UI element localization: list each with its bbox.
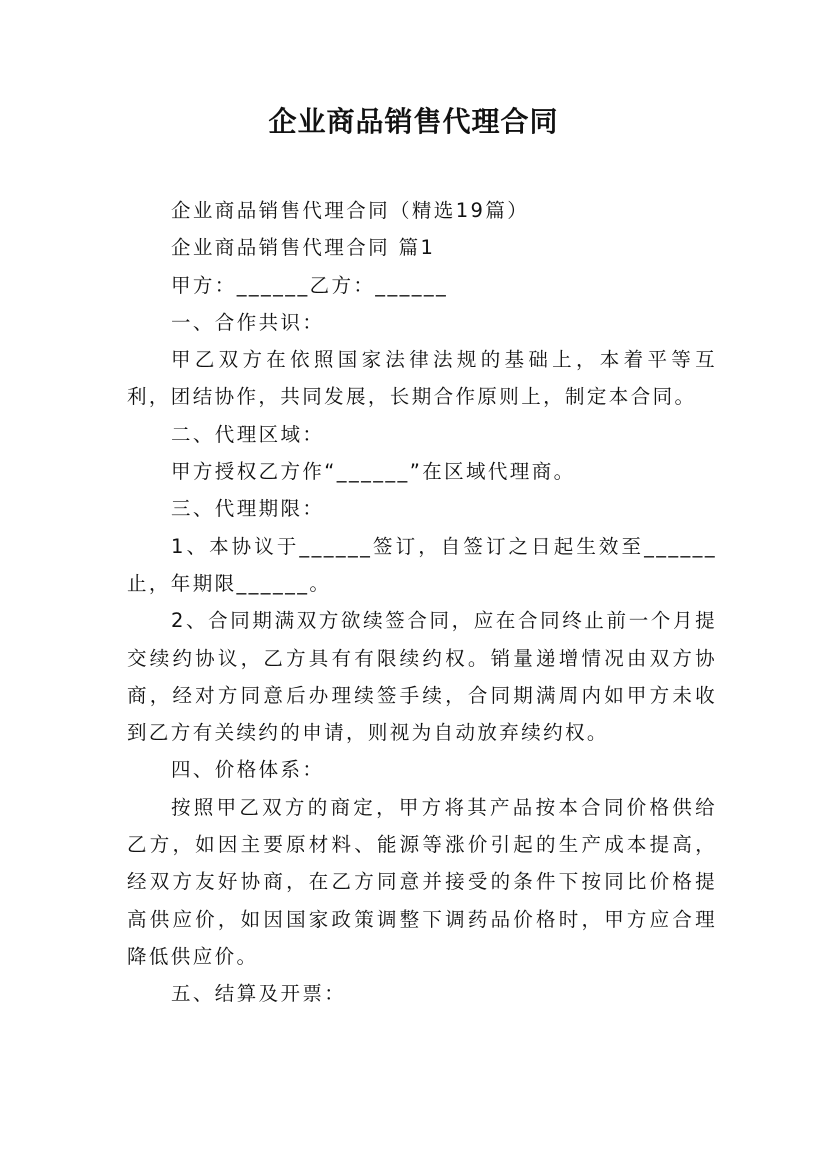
section-heading-region: 二、代理区域： — [171, 422, 325, 446]
parties-line: 甲方：______乙方：______ — [171, 273, 449, 297]
cooperation-paragraph: 甲乙双方在依照国家法律法规的基础上，本着平等互利，团结协作，共同发展，长期合作原则上，制定本合同。 — [127, 348, 717, 409]
section-heading-settlement: 五、结算及开票： — [171, 982, 347, 1006]
section-heading-price: 四、价格体系： — [171, 758, 325, 782]
term-clause-2: 2、合同期满双方欲续签合同，应在合同终止前一个月提交续约协议，乙方具有有限续约权。销量递增情况由双方协商，经对方同意后办理续签手续，合同期满周内如甲方未收到乙方有关续约的申请，则视为自动放弃续约权。 — [127, 609, 717, 745]
section-heading-term: 三、代理期限： — [171, 497, 325, 521]
section-heading-cooperation: 一、合作共识： — [171, 310, 325, 334]
region-paragraph: 甲方授权乙方作“______”在区域代理商。 — [171, 460, 576, 484]
document-body — [127, 192, 717, 1013]
price-paragraph: 按照甲乙双方的商定，甲方将其产品按本合同价格供给乙方，如因主要原材料、能源等涨价引起的生产成本提高，经双方友好协商，在乙方同意并接受的条件下按同比价格提高供应价，如因国家政策调整下调药品价格时，甲方应合理降低供应价。 — [127, 795, 717, 968]
article-heading: 企业商品销售代理合同 篇1 — [171, 236, 436, 260]
term-clause-1: 1、本协议于______签订，自签订之日起生效至______止，年期限______。 — [127, 534, 717, 595]
subtitle-paragraph: 企业商品销售代理合同（精选19篇） — [171, 199, 530, 222]
document-title: 企业商品销售代理合同 — [268, 105, 559, 138]
